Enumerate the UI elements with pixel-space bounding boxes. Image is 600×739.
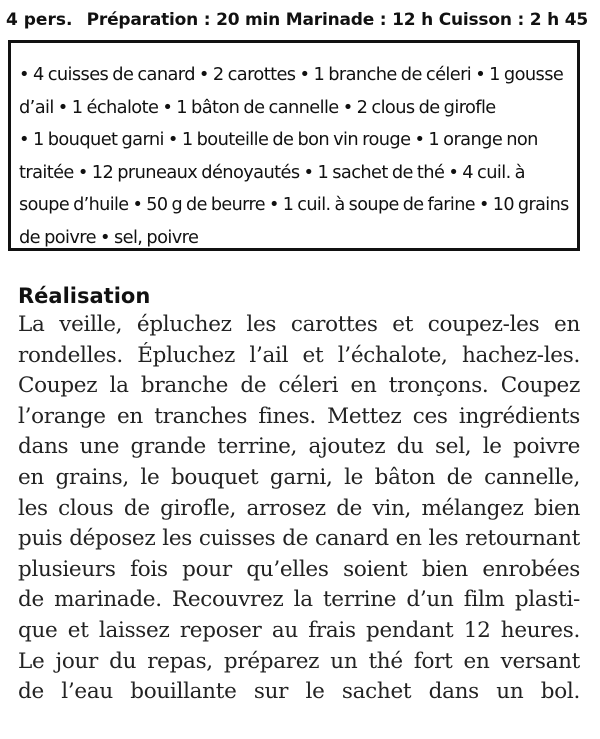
ingredients-line: • 4 cuisses de canard • 2 carottes • 1 branche de céleri • 1 gousse bbox=[19, 64, 564, 85]
text-line: Coupez la branche de céleri en tronçons. Coupez bbox=[18, 373, 580, 399]
recipe-header bbox=[6, 6, 596, 34]
ingredients-line: soupe d’huile • 50 g de beurre • 1 cuil. à soupe de farine • 10 grains bbox=[19, 195, 569, 215]
text-line: l’orange en tranches fines. Mettez ces ingrédients bbox=[18, 403, 580, 429]
text-line: les clous de girofle, arrosez de vin, mélangez bien bbox=[18, 495, 580, 521]
times-label: Préparation : 20 min Marinade : 12 h Cuisson : 2 h 45 bbox=[86, 10, 588, 30]
text-line: plusieurs fois pour qu’elles soient bien enrobées bbox=[18, 556, 580, 582]
ingredients-line: traitée • 12 pruneaux dénoyautés • 1 sachet de thé • 4 cuil. à bbox=[19, 161, 525, 183]
text-line: puis déposez les cuisses de canard en les retournant bbox=[18, 526, 580, 552]
text-line: rondelles. Épluchez l’ail et l’échalote, hachez-les. bbox=[18, 342, 580, 368]
text-line: dans une grande terrine, ajoutez du sel, le poivre bbox=[18, 434, 580, 460]
ingredients-line: de poivre • sel, poivre bbox=[19, 226, 199, 248]
text-line: Le jour du repas, préparez un thé fort en versant bbox=[18, 648, 580, 674]
text-line: La veille, épluchez les carottes et coupez-les en bbox=[18, 312, 580, 337]
text-line: que et laissez reposer au frais pendant 12 heures. bbox=[18, 617, 580, 643]
ingredients-box bbox=[8, 40, 580, 251]
section-title: Réalisation bbox=[18, 284, 151, 308]
ingredients-line: • 1 bouquet garni • 1 bouteille de bon vin rouge • 1 orange non bbox=[19, 129, 538, 150]
realisation-text bbox=[18, 310, 580, 708]
text-line: en grains, le bouquet garni, le bâton de cannelle, bbox=[18, 464, 580, 490]
text-line: de marinade. Recouvrez la terrine d’un film plasti- bbox=[18, 587, 580, 613]
ingredients-line: d’ail • 1 échalote • 1 bâton de cannelle • 2 clous de girofle bbox=[19, 96, 496, 118]
servings-label: 4 pers. bbox=[6, 10, 73, 30]
text-line: de l’eau bouillante sur le sachet dans un bol. bbox=[18, 679, 580, 705]
